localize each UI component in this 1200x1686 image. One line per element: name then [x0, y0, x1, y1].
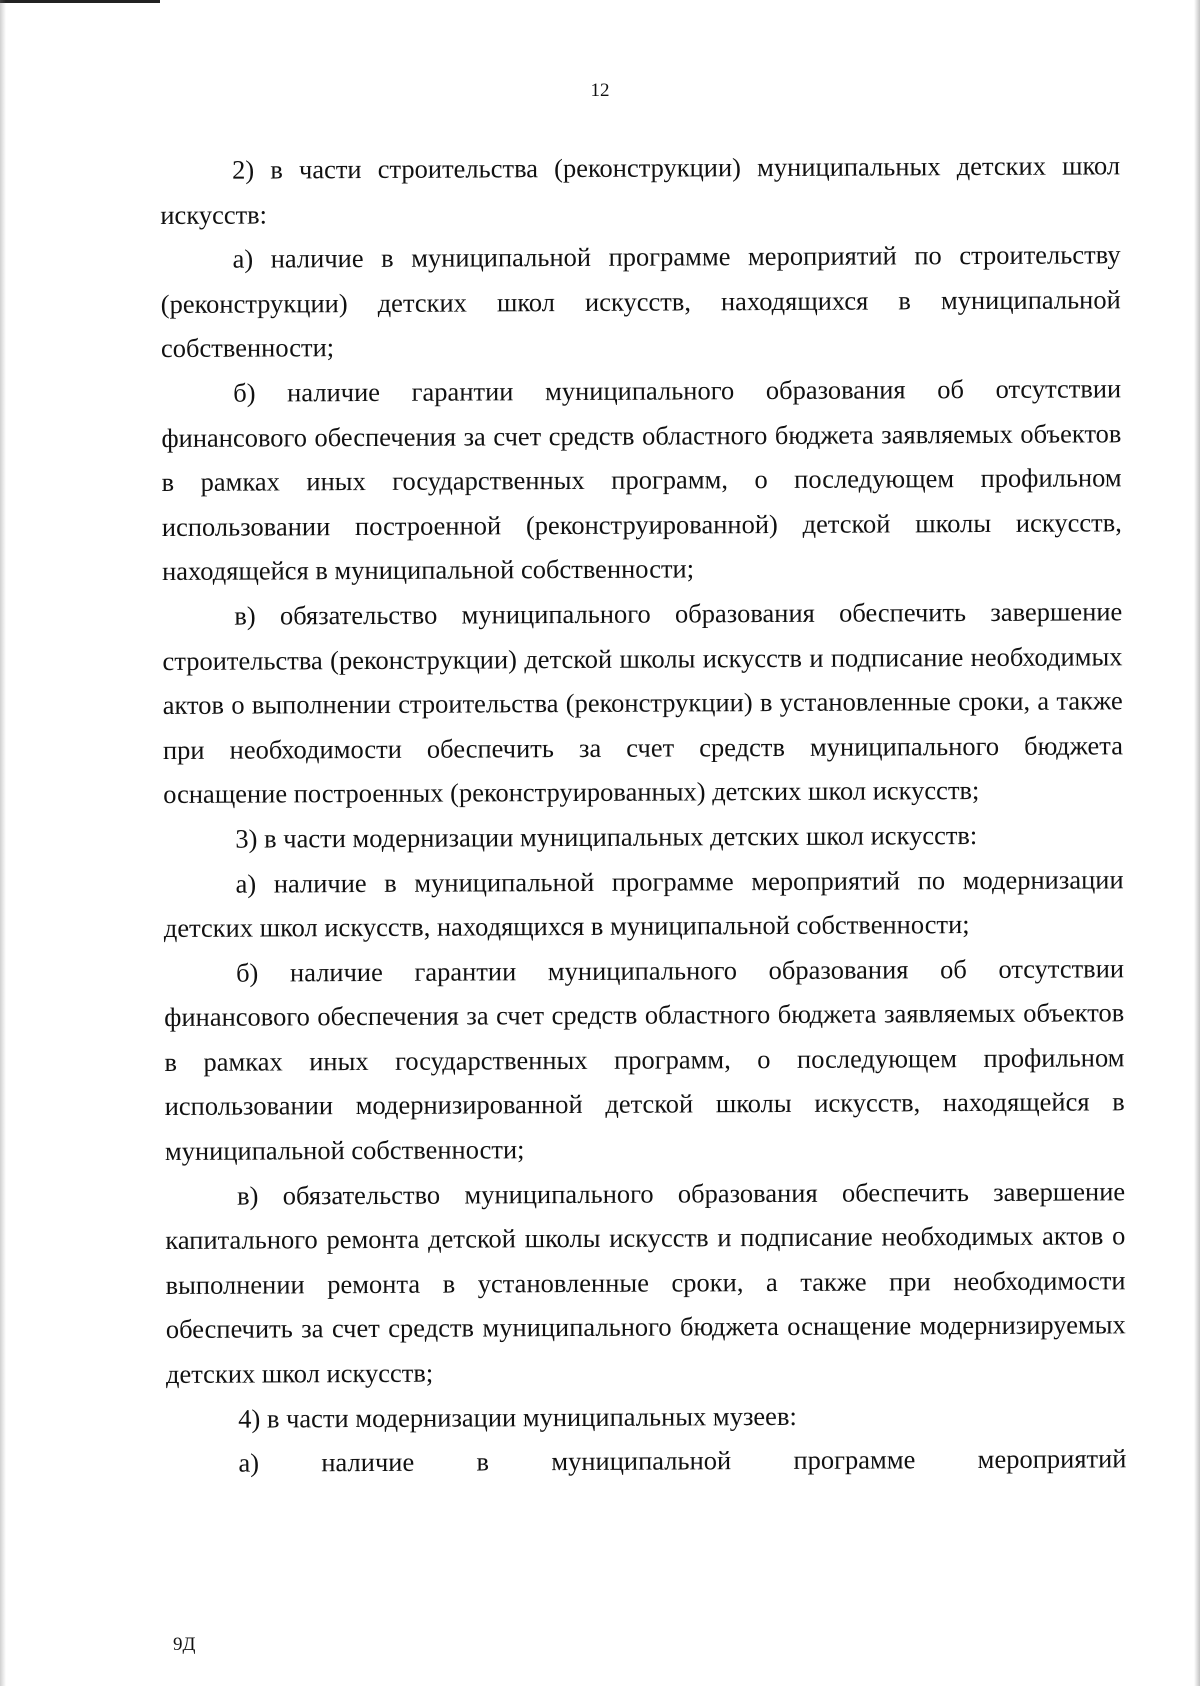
- scan-edge-left: [0, 0, 6, 1686]
- paragraph-2a: а) наличие в муниципальной программе мероприятий по строительству (реконструкции) детских школ искусств, находящихся в муниципальной собственности;: [160, 239, 1121, 364]
- paragraph-2b: б) наличие гарантии муниципального образования об отсутствии финансового обеспечения за счет средств областного бюджета заявляемых объектов в рамках иных государственных программ, о последующем профильном использовании построенной (реконструированной) детской школы искусств, находящейся в муниципальной собственности;: [161, 373, 1122, 587]
- page-number: 12: [590, 80, 610, 101]
- document-body: [160, 143, 1127, 1485]
- paragraph-4a: а) наличие в муниципальной программе мероприятий: [238, 1443, 1127, 1478]
- scan-edge-right: [1194, 0, 1200, 1686]
- paragraph-3v: в) обязательство муниципального образования обеспечить завершение капитального ремонта детской школы искусств и подписание необходимых актов о выполнении ремонта в установленные сроки, а также при необходимости обеспечить за счет средств муниципального бюджета оснащение модернизируемых детских школ искусств;: [165, 1175, 1126, 1390]
- paragraph-3b: б) наличие гарантии муниципального образования об отсутствии финансового обеспечения за счет средств областного бюджета заявляемых объектов в рамках иных государственных программ, о последующем профильном использовании модернизированной детской школы искусств, находящейся в муниципальной собственности;: [164, 952, 1125, 1167]
- paragraph-2v: в) обязательство муниципального образования обеспечить завершение строительства (реконструкции) детской школы искусств и подписание необходимых актов о выполнении строительства (реконструкции) в установленные сроки, а также при необходимости обеспечить за счет средств муниципального бюджета оснащение построенных (реконструированных) детских школ искусств;: [162, 596, 1124, 810]
- footer-code: 9Д: [173, 1634, 196, 1655]
- paragraph-2-construction: 2) в части строительства (реконструкции) муниципальных детских школ искусств:: [160, 150, 1121, 230]
- paragraph-3-modernization-schools: 3) в части модернизации муниципальных детских школ искусств:: [235, 819, 978, 854]
- paragraph-4-modernization-museums: 4) в части модернизации муниципальных музеев:: [238, 1400, 797, 1434]
- paragraph-3a: а) наличие в муниципальной программе мероприятий по модернизации детских школ искусств, находящихся в муниципальной собственности;: [163, 863, 1124, 944]
- top-rule: [0, 0, 160, 3]
